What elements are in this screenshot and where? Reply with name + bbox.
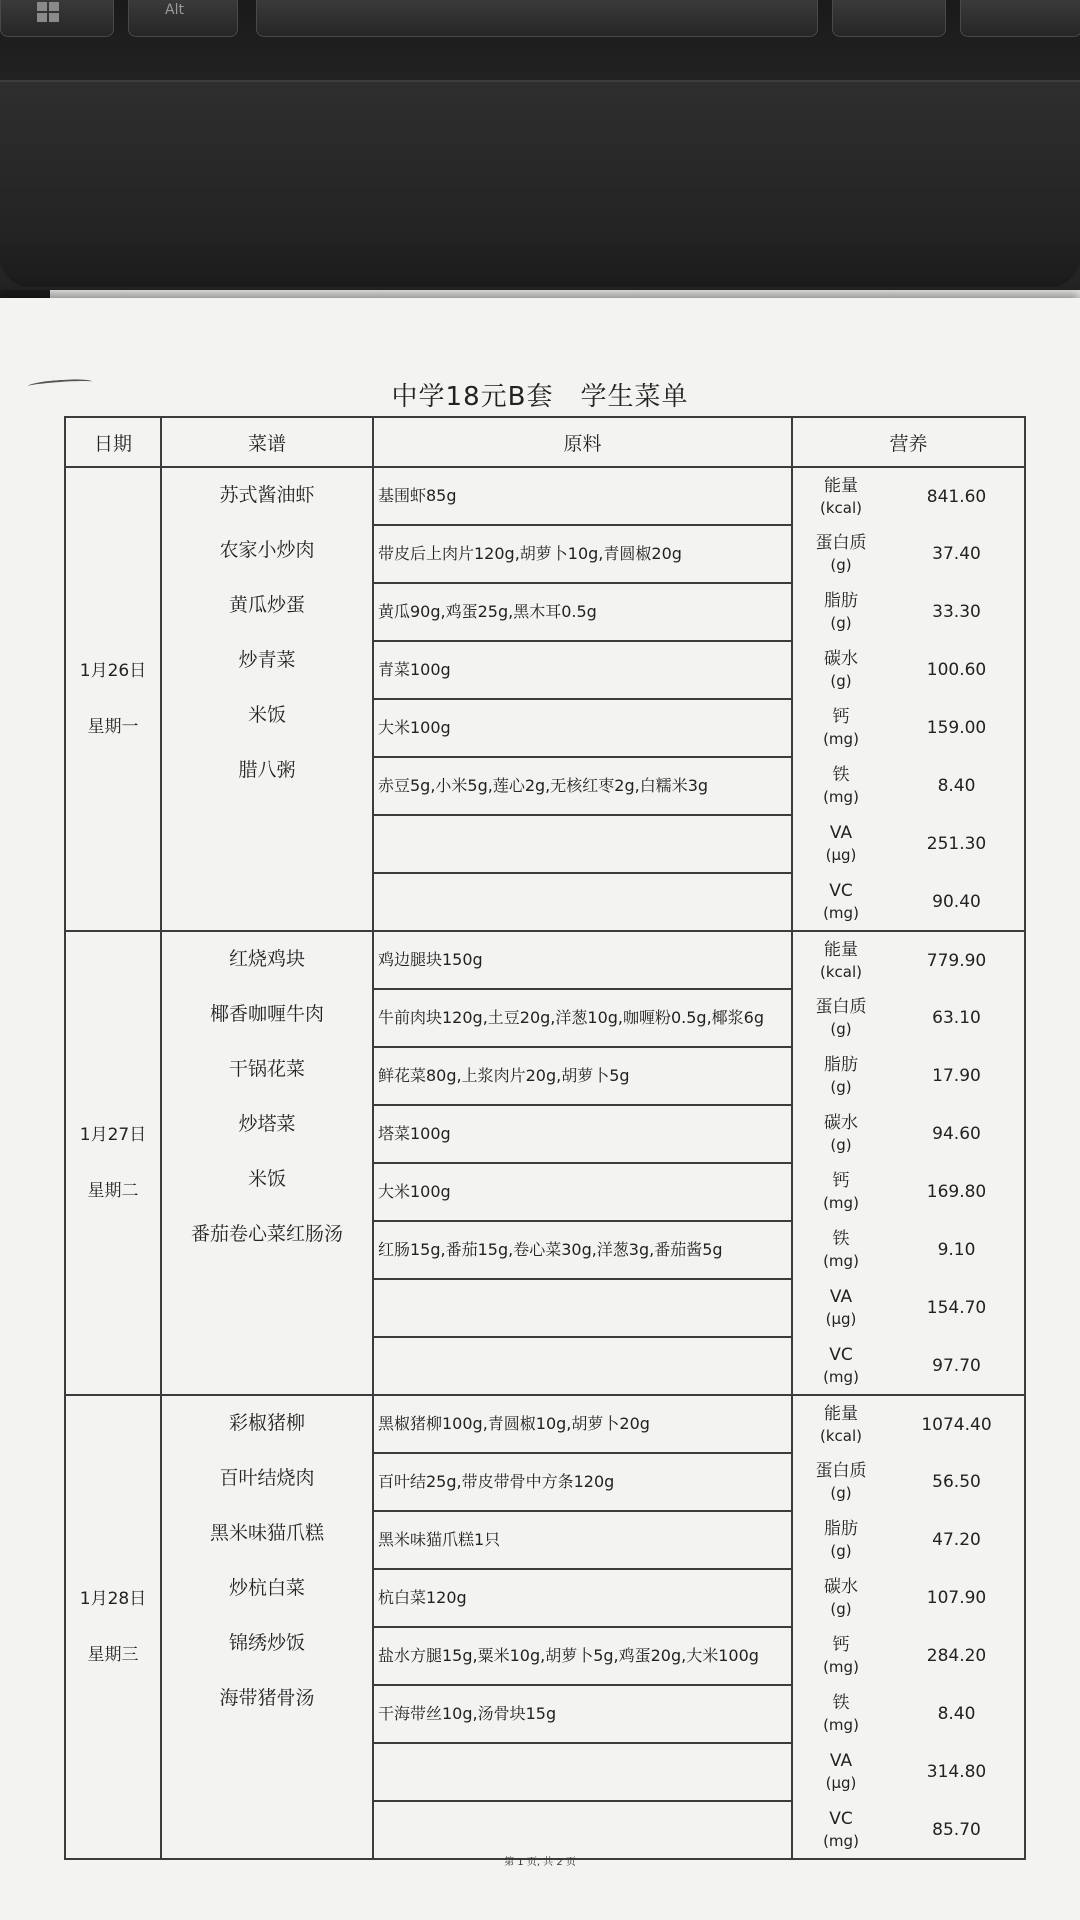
nutrient-label	[792, 931, 889, 989]
nutrient-name: VA	[829, 1287, 853, 1307]
nutrient-label	[792, 1627, 889, 1685]
dishes-cell	[161, 931, 373, 1395]
windows-key	[0, 0, 114, 37]
nutrient-name: 能量	[824, 1403, 858, 1424]
ingredient-cell: 干海带丝10g,汤骨块15g	[373, 1685, 792, 1743]
header-ingredients: 原料	[373, 417, 792, 467]
nutrient-value: 159.00	[889, 699, 1025, 757]
nutrient-unit: (mg)	[823, 1367, 859, 1386]
nutrient-name: 铁	[832, 765, 850, 785]
nutrient-unit: (g)	[830, 1136, 852, 1154]
dish-name: 米饭	[247, 1168, 286, 1190]
nutrient-unit: (mg)	[823, 903, 859, 922]
dish-name: 黑米味猫爪糕	[209, 1522, 324, 1544]
ingredient-cell	[373, 1801, 792, 1859]
dish-name: 彩椒猪柳	[228, 1412, 305, 1434]
dish-list	[162, 1396, 372, 1726]
nutrient-value: 169.80	[889, 1163, 1025, 1221]
header-date: 日期	[65, 417, 161, 467]
menu-table	[64, 416, 1026, 1860]
dishes-cell	[161, 467, 373, 931]
nutrient-name: 能量	[824, 939, 858, 960]
ingredient-cell: 百叶结25g,带皮带骨中方条120g	[373, 1453, 792, 1511]
nutrient-value: 90.40	[889, 873, 1025, 931]
dish-name: 苏式酱油虾	[219, 484, 315, 506]
nutrient-unit: (g)	[830, 1078, 852, 1096]
dish-name: 锦绣炒饭	[228, 1632, 305, 1654]
nutrient-unit: (μg)	[825, 846, 857, 864]
nutrient-value: 47.20	[889, 1511, 1025, 1569]
dish-name: 红烧鸡块	[228, 948, 305, 970]
weekday-text: 星期二	[87, 1181, 139, 1201]
document-title: 中学18元B套 学生菜单	[391, 382, 689, 412]
ingredient-cell	[373, 1743, 792, 1801]
nutrient-value: 17.90	[889, 1047, 1025, 1105]
weekday-text: 星期三	[87, 1645, 139, 1665]
nutrient-name: VC	[829, 1808, 853, 1829]
nutrient-unit: (μg)	[825, 1774, 857, 1792]
nutrient-unit: (mg)	[823, 730, 859, 748]
table-header-row	[65, 417, 1025, 467]
ingredient-cell	[373, 1337, 792, 1395]
nutrient-value: 63.10	[889, 989, 1025, 1047]
nutrient-name: 蛋白质	[815, 1461, 867, 1481]
nutrient-label	[792, 1337, 889, 1395]
dish-name: 炒杭白菜	[228, 1577, 305, 1599]
table-row	[65, 467, 1025, 525]
nutrient-unit: (mg)	[823, 1658, 859, 1676]
nutrient-unit: (kcal)	[820, 962, 862, 981]
nutrient-value: 85.70	[889, 1801, 1025, 1859]
nutrient-name: 钙	[832, 1171, 850, 1191]
nutrient-unit: (g)	[830, 556, 852, 574]
dish-name: 干锅花菜	[228, 1058, 305, 1080]
nutrient-unit: (kcal)	[820, 498, 862, 517]
alt-key	[128, 0, 238, 37]
ingredient-cell: 塔菜100g	[373, 1105, 792, 1163]
menu-table-body	[65, 467, 1025, 1859]
date-cell	[65, 467, 161, 931]
ingredient-cell: 基围虾85g	[373, 467, 792, 525]
nutrient-value: 97.70	[889, 1337, 1025, 1395]
nutrient-unit: (g)	[830, 614, 852, 632]
nutrient-name: 能量	[824, 475, 858, 496]
nutrient-label	[792, 525, 889, 583]
nutrient-label	[792, 1279, 889, 1337]
nutrient-name: 碳水	[824, 649, 858, 669]
ingredient-cell: 牛前肉块120g,土豆20g,洋葱10g,咖喱粉0.5g,椰浆6g	[373, 989, 792, 1047]
nutrient-label	[792, 467, 889, 525]
nutrient-name: VA	[829, 1751, 853, 1771]
ingredient-cell: 鸡边腿块150g	[373, 931, 792, 989]
ingredient-cell: 黑米味猫爪糕1只	[373, 1511, 792, 1569]
nutrient-label	[792, 1453, 889, 1511]
nutrient-unit: (g)	[830, 1600, 852, 1618]
keyboard-background	[0, 0, 1080, 290]
ingredient-cell: 大米100g	[373, 1163, 792, 1221]
dish-name: 海带猪骨汤	[219, 1687, 315, 1709]
alt-key-label: Alt	[165, 2, 184, 18]
nutrient-label	[792, 1569, 889, 1627]
nutrient-label	[792, 699, 889, 757]
nutrient-value: 8.40	[889, 757, 1025, 815]
weekday-text: 星期一	[87, 717, 139, 737]
nutrient-unit: (mg)	[823, 1716, 859, 1734]
nutrient-label	[792, 1685, 889, 1743]
nutrient-name: 钙	[832, 707, 850, 727]
dish-name: 炒青菜	[238, 649, 296, 671]
nutrient-name: VA	[829, 823, 853, 843]
nutrient-value: 37.40	[889, 525, 1025, 583]
table-row	[65, 1395, 1025, 1453]
date-text: 1月26日	[79, 661, 147, 681]
ingredient-cell: 赤豆5g,小米5g,莲心2g,无核红枣2g,白糯米3g	[373, 757, 792, 815]
nutrient-name: 脂肪	[824, 1519, 858, 1539]
nutrient-label	[792, 989, 889, 1047]
nutrient-unit: (mg)	[823, 788, 859, 806]
nutrient-value: 314.80	[889, 1743, 1025, 1801]
header-nutrition: 营养	[792, 417, 1025, 467]
keyboard-frame	[0, 80, 1080, 287]
nutrient-value: 1074.40	[889, 1395, 1025, 1453]
ingredient-cell: 鲜花菜80g,上浆肉片20g,胡萝卜5g	[373, 1047, 792, 1105]
dish-name: 百叶结烧肉	[219, 1467, 315, 1489]
nutrient-name: 铁	[832, 1229, 850, 1249]
nutrient-label	[792, 1105, 889, 1163]
nutrient-value: 100.60	[889, 641, 1025, 699]
space-key	[256, 0, 818, 37]
nutrient-name: 钙	[832, 1635, 850, 1655]
nutrient-label	[792, 1743, 889, 1801]
nutrient-unit: (mg)	[823, 1252, 859, 1270]
ingredient-cell: 红肠15g,番茄15g,卷心菜30g,洋葱3g,番茄酱5g	[373, 1221, 792, 1279]
nutrient-value: 779.90	[889, 931, 1025, 989]
nutrient-unit: (g)	[830, 1484, 852, 1502]
nutrient-name: 碳水	[824, 1113, 858, 1133]
dish-name: 黄瓜炒蛋	[228, 594, 305, 616]
ingredient-cell	[373, 873, 792, 931]
ingredient-cell: 黑椒猪柳100g,青圆椒10g,胡萝卜20g	[373, 1395, 792, 1453]
dish-name: 米饭	[247, 704, 286, 726]
table-row	[65, 931, 1025, 989]
nutrient-label	[792, 757, 889, 815]
nutrient-label	[792, 1163, 889, 1221]
nutrient-name: 蛋白质	[815, 533, 867, 553]
ingredient-cell	[373, 1279, 792, 1337]
nutrient-unit: (mg)	[823, 1194, 859, 1212]
nutrient-unit: (g)	[830, 1020, 852, 1038]
date-cell	[65, 1395, 161, 1859]
nutrient-label	[792, 641, 889, 699]
nutrient-name: VC	[829, 1344, 853, 1365]
header-dishes: 菜谱	[161, 417, 373, 467]
nutrient-label	[792, 583, 889, 641]
nutrient-value: 107.90	[889, 1569, 1025, 1627]
ingredient-cell: 杭白菜120g	[373, 1569, 792, 1627]
nutrient-label	[792, 1221, 889, 1279]
dishes-cell	[161, 1395, 373, 1859]
ingredient-cell: 黄瓜90g,鸡蛋25g,黑木耳0.5g	[373, 583, 792, 641]
nutrient-value: 284.20	[889, 1627, 1025, 1685]
dish-name: 椰香咖喱牛肉	[209, 1003, 324, 1025]
ingredient-cell: 青菜100g	[373, 641, 792, 699]
dish-name: 农家小炒肉	[219, 539, 315, 561]
date-text: 1月28日	[79, 1589, 147, 1609]
nutrient-name: 脂肪	[824, 1055, 858, 1075]
nutrient-value: 154.70	[889, 1279, 1025, 1337]
nutrient-value: 8.40	[889, 1685, 1025, 1743]
nutrient-label	[792, 815, 889, 873]
dish-name: 腊八粥	[238, 759, 296, 781]
dish-list	[162, 932, 372, 1262]
nutrient-name: VC	[829, 880, 853, 901]
nutrient-unit: (μg)	[825, 1310, 857, 1328]
dish-name: 番茄卷心菜红肠汤	[190, 1223, 343, 1245]
nutrient-value: 56.50	[889, 1453, 1025, 1511]
page-footer: 第 1 页, 共 2 页	[504, 1857, 576, 1868]
nutrient-value: 251.30	[889, 815, 1025, 873]
right-alt-key	[832, 0, 946, 37]
date-cell	[65, 931, 161, 1395]
nutrient-value: 9.10	[889, 1221, 1025, 1279]
nutrient-unit: (g)	[830, 672, 852, 690]
nutrient-unit: (kcal)	[820, 1426, 862, 1445]
right-key	[960, 0, 1080, 37]
nutrient-label	[792, 1801, 889, 1859]
nutrient-value: 841.60	[889, 467, 1025, 525]
nutrient-label	[792, 1395, 889, 1453]
ingredient-cell: 盐水方腿15g,粟米10g,胡萝卜5g,鸡蛋20g,大米100g	[373, 1627, 792, 1685]
nutrient-label	[792, 1047, 889, 1105]
ingredient-cell	[373, 815, 792, 873]
nutrient-value: 94.60	[889, 1105, 1025, 1163]
nutrient-unit: (mg)	[823, 1831, 859, 1850]
windows-logo-icon	[37, 2, 59, 22]
nutrient-name: 碳水	[824, 1577, 858, 1597]
nutrient-name: 蛋白质	[815, 997, 867, 1017]
ingredient-cell: 大米100g	[373, 699, 792, 757]
dish-list	[162, 468, 372, 798]
date-text: 1月27日	[79, 1125, 147, 1145]
nutrient-label	[792, 1511, 889, 1569]
nutrient-name: 脂肪	[824, 591, 858, 611]
ingredient-cell: 带皮后上肉片120g,胡萝卜10g,青圆椒20g	[373, 525, 792, 583]
nutrient-name: 铁	[832, 1693, 850, 1713]
dish-name: 炒塔菜	[238, 1113, 296, 1135]
nutrient-label	[792, 873, 889, 931]
nutrient-unit: (g)	[830, 1542, 852, 1560]
nutrient-value: 33.30	[889, 583, 1025, 641]
